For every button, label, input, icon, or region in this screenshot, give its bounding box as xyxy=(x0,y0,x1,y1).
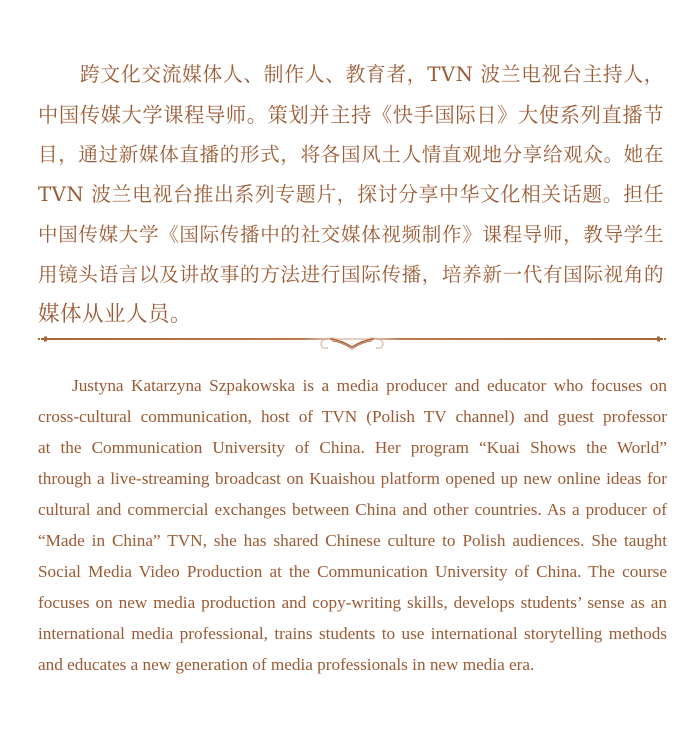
english-bio-line: Justyna Katarzyna Szpakowska is a media producer and educator who focuses on xyxy=(72,376,667,395)
chinese-bio-line: 目，通过新媒体直播的形式，将各国风土人情直观地分享给观众。她在 xyxy=(38,143,664,166)
chinese-bio-paragraph xyxy=(38,55,664,335)
english-bio-line: at the Communication University of China. Her program “Kuai Shows the World” xyxy=(38,438,667,457)
chinese-bio-line: 中国传媒大学课程导师。策划并主持《快手国际日》大使系列直播节 xyxy=(38,103,664,127)
chinese-bio-line: 用镜头语言以及讲故事的方法进行国际传播，培养新一代有国际视角的 xyxy=(38,263,664,286)
chinese-bio-line: TVN 波兰电视台推出系列专题片，探讨分享中华文化相关话题。担任 xyxy=(38,183,664,206)
chinese-bio-line: 跨文化交流媒体人、制作人、教育者，TVN 波兰电视台主持人， xyxy=(80,63,664,86)
flourish-divider-icon xyxy=(38,330,666,356)
english-bio-line: “Made in China” TVN, she has shared Chinese culture to Polish audiences. She taught xyxy=(38,531,667,550)
english-bio-line: cultural and commercial exchanges between China and other countries. As a producer of xyxy=(38,500,667,519)
english-bio-line: through a live-streaming broadcast on Kuaishou platform opened up new online ideas for xyxy=(38,469,667,488)
chinese-bio-line: 中国传媒大学《国际传播中的社交媒体视频制作》课程导师，教导学生 xyxy=(38,223,664,246)
english-bio-line: and educates a new generation of media professionals in new media era. xyxy=(38,655,535,674)
english-bio-line: cross-cultural communication, host of TVN (Polish TV channel) and guest professor xyxy=(38,407,667,426)
english-bio-line: Social Media Video Production at the Communication University of China. The course xyxy=(38,562,667,581)
ornamental-divider xyxy=(38,330,666,356)
english-bio-paragraph xyxy=(38,370,667,680)
english-bio-line: international media professional, trains students to use international storytelling methods xyxy=(38,624,667,643)
chinese-bio-line: 媒体从业人员。 xyxy=(38,302,193,327)
english-bio-line: focuses on new media production and copy-writing skills, develops students’ sense as an xyxy=(38,593,667,612)
